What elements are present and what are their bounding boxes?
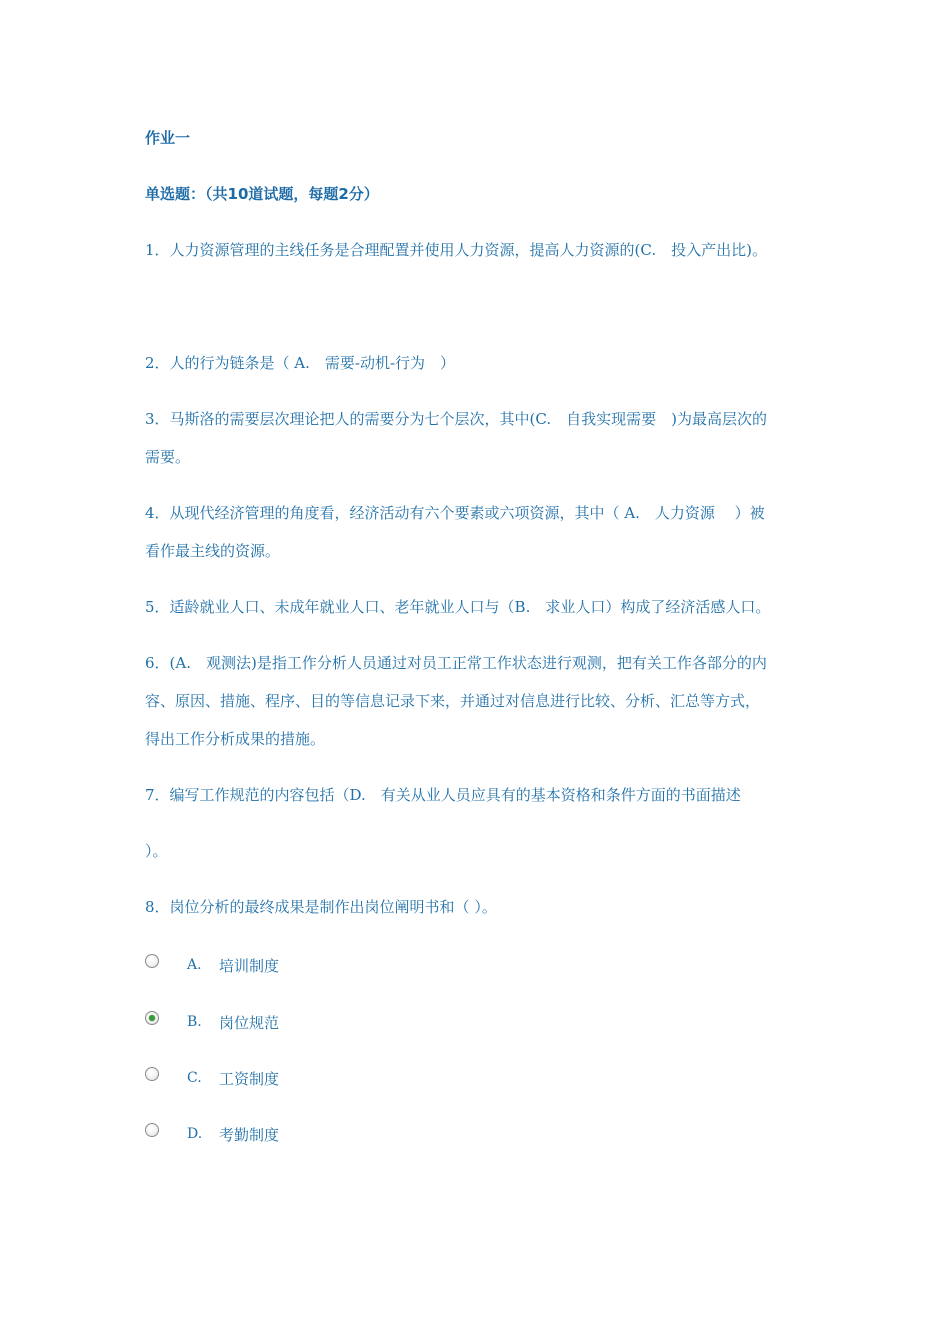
section-heading: 单选题：（共10道试题，每题2分） [145,185,379,203]
q8-option-d[interactable] [145,1122,445,1146]
question-8: 8．岗位分析的最终成果是制作出岗位阐明书和（ ）。 [145,898,497,916]
option-letter: C. [187,1070,202,1086]
question-2: 2．人的行为链条是（ A. 需要-动机-行为 ） [145,354,456,372]
radio-button-d[interactable] [145,1123,159,1137]
q8-option-c[interactable] [145,1066,445,1090]
question-7-line-1: 7．编写工作规范的内容包括（D. 有关从业人员应具有的基本资格和条件方面的书面描述 [145,786,741,804]
radio-button-b-selected[interactable] [145,1011,159,1025]
question-6-line-1: 6．(A. 观测法)是指工作分析人员通过对员工正常工作状态进行观测，把有关工作各部分的内 [145,654,767,672]
question-6-line-2: 容、原因、措施、程序、目的等信息记录下来，并通过对信息进行比较、分析、汇总等方式， [145,692,761,710]
q8-option-b[interactable] [145,1010,445,1034]
option-text: 工资制度 [219,1069,280,1088]
question-4-line-2: 看作最主线的资源。 [145,542,281,560]
question-3-line-1: 3．马斯洛的需要层次理论把人的需要分为七个层次，其中(C. 自我实现需要 )为最高层次的 [145,410,767,428]
question-4-line-1: 4．从现代经济管理的角度看，经济活动有六个要素或六项资源，其中（ A. 人力资源 ）被 [145,504,765,522]
option-letter: D. [187,1126,203,1142]
question-7-line-2: ）。 [145,842,168,860]
option-text: 岗位规范 [219,1013,280,1032]
option-text: 考勤制度 [219,1125,280,1144]
q8-option-a[interactable] [145,953,445,977]
option-letter: B. [187,1014,202,1030]
question-5: 5．适龄就业人口、未成年就业人口、老年就业人口与（B. 求业人口）构成了经济活感人口。 [145,598,771,616]
option-text: 培训制度 [219,956,280,975]
page-title: 作业一 [145,129,191,147]
question-3-line-2: 需要。 [145,448,191,466]
radio-button-a[interactable] [145,954,159,968]
option-letter: A. [187,957,202,973]
radio-button-c[interactable] [145,1067,159,1081]
question-6-line-3: 得出工作分析成果的措施。 [145,730,326,748]
question-1: 1．人力资源管理的主线任务是合理配置并使用人力资源，提高人力资源的(C. 投入产出比)。 [145,241,767,259]
